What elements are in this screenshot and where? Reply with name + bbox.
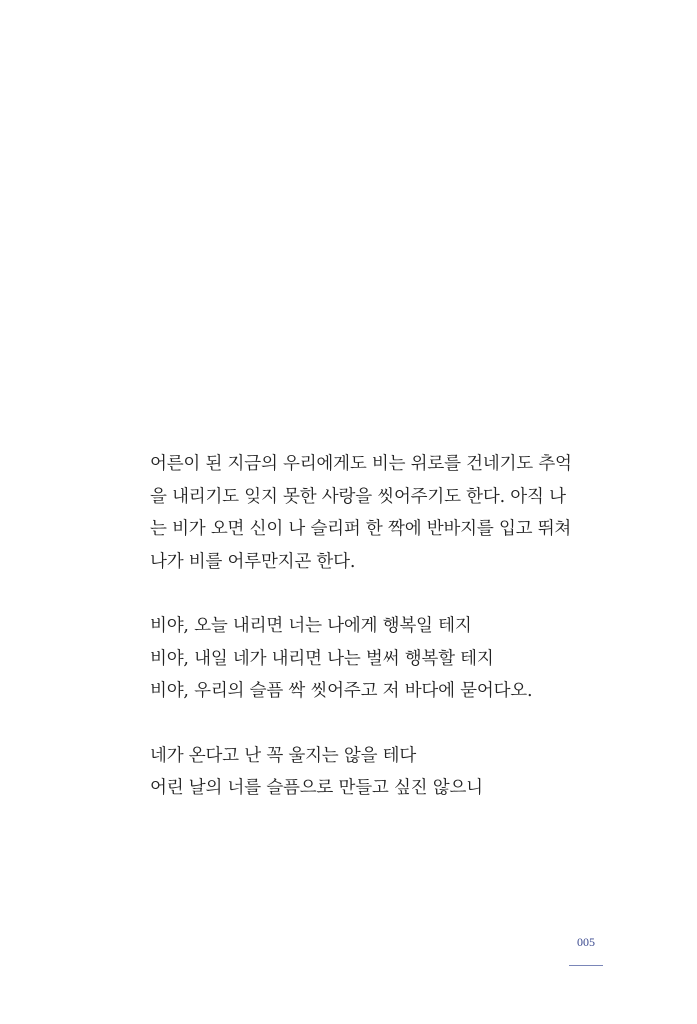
- body-text: [150, 448, 610, 805]
- paragraph-line: 비야, 우리의 슬픔 싹 씻어주고 저 바다에 묻어다오.: [150, 681, 533, 701]
- page-number: 005: [577, 935, 595, 949]
- paragraph-line: 나가 비를 어루만지곤 한다.: [150, 551, 356, 572]
- paragraph-line: 어른이 된 지금의 우리에게도 비는 위로를 건네기도 추억: [150, 454, 572, 474]
- paragraph-line: 는 비가 오면 신이 나 슬리퍼 한 짝에 반바지를 입고 뛰쳐: [150, 519, 572, 539]
- paragraph-gap: [150, 578, 610, 610]
- paragraph-gap: [150, 708, 610, 740]
- paragraph-2: [150, 610, 610, 708]
- paragraph-3: [150, 740, 610, 805]
- paragraph-line: 네가 온다고 난 꼭 울지는 않을 테다: [150, 745, 417, 766]
- paragraph-line: 을 내리기도 잊지 못한 사랑을 씻어주기도 한다. 아직 나: [150, 486, 566, 507]
- paragraph-line: 비야, 내일 네가 내리면 나는 벌써 행복할 테지: [150, 648, 494, 669]
- paragraph-line: 어린 날의 너를 슬픔으로 만들고 싶진 않으니: [150, 778, 483, 798]
- page-number-rule: [569, 965, 603, 966]
- paragraph-1: [150, 448, 610, 578]
- paragraph-line: 비야, 오늘 내리면 너는 나에게 행복일 테지: [150, 616, 472, 636]
